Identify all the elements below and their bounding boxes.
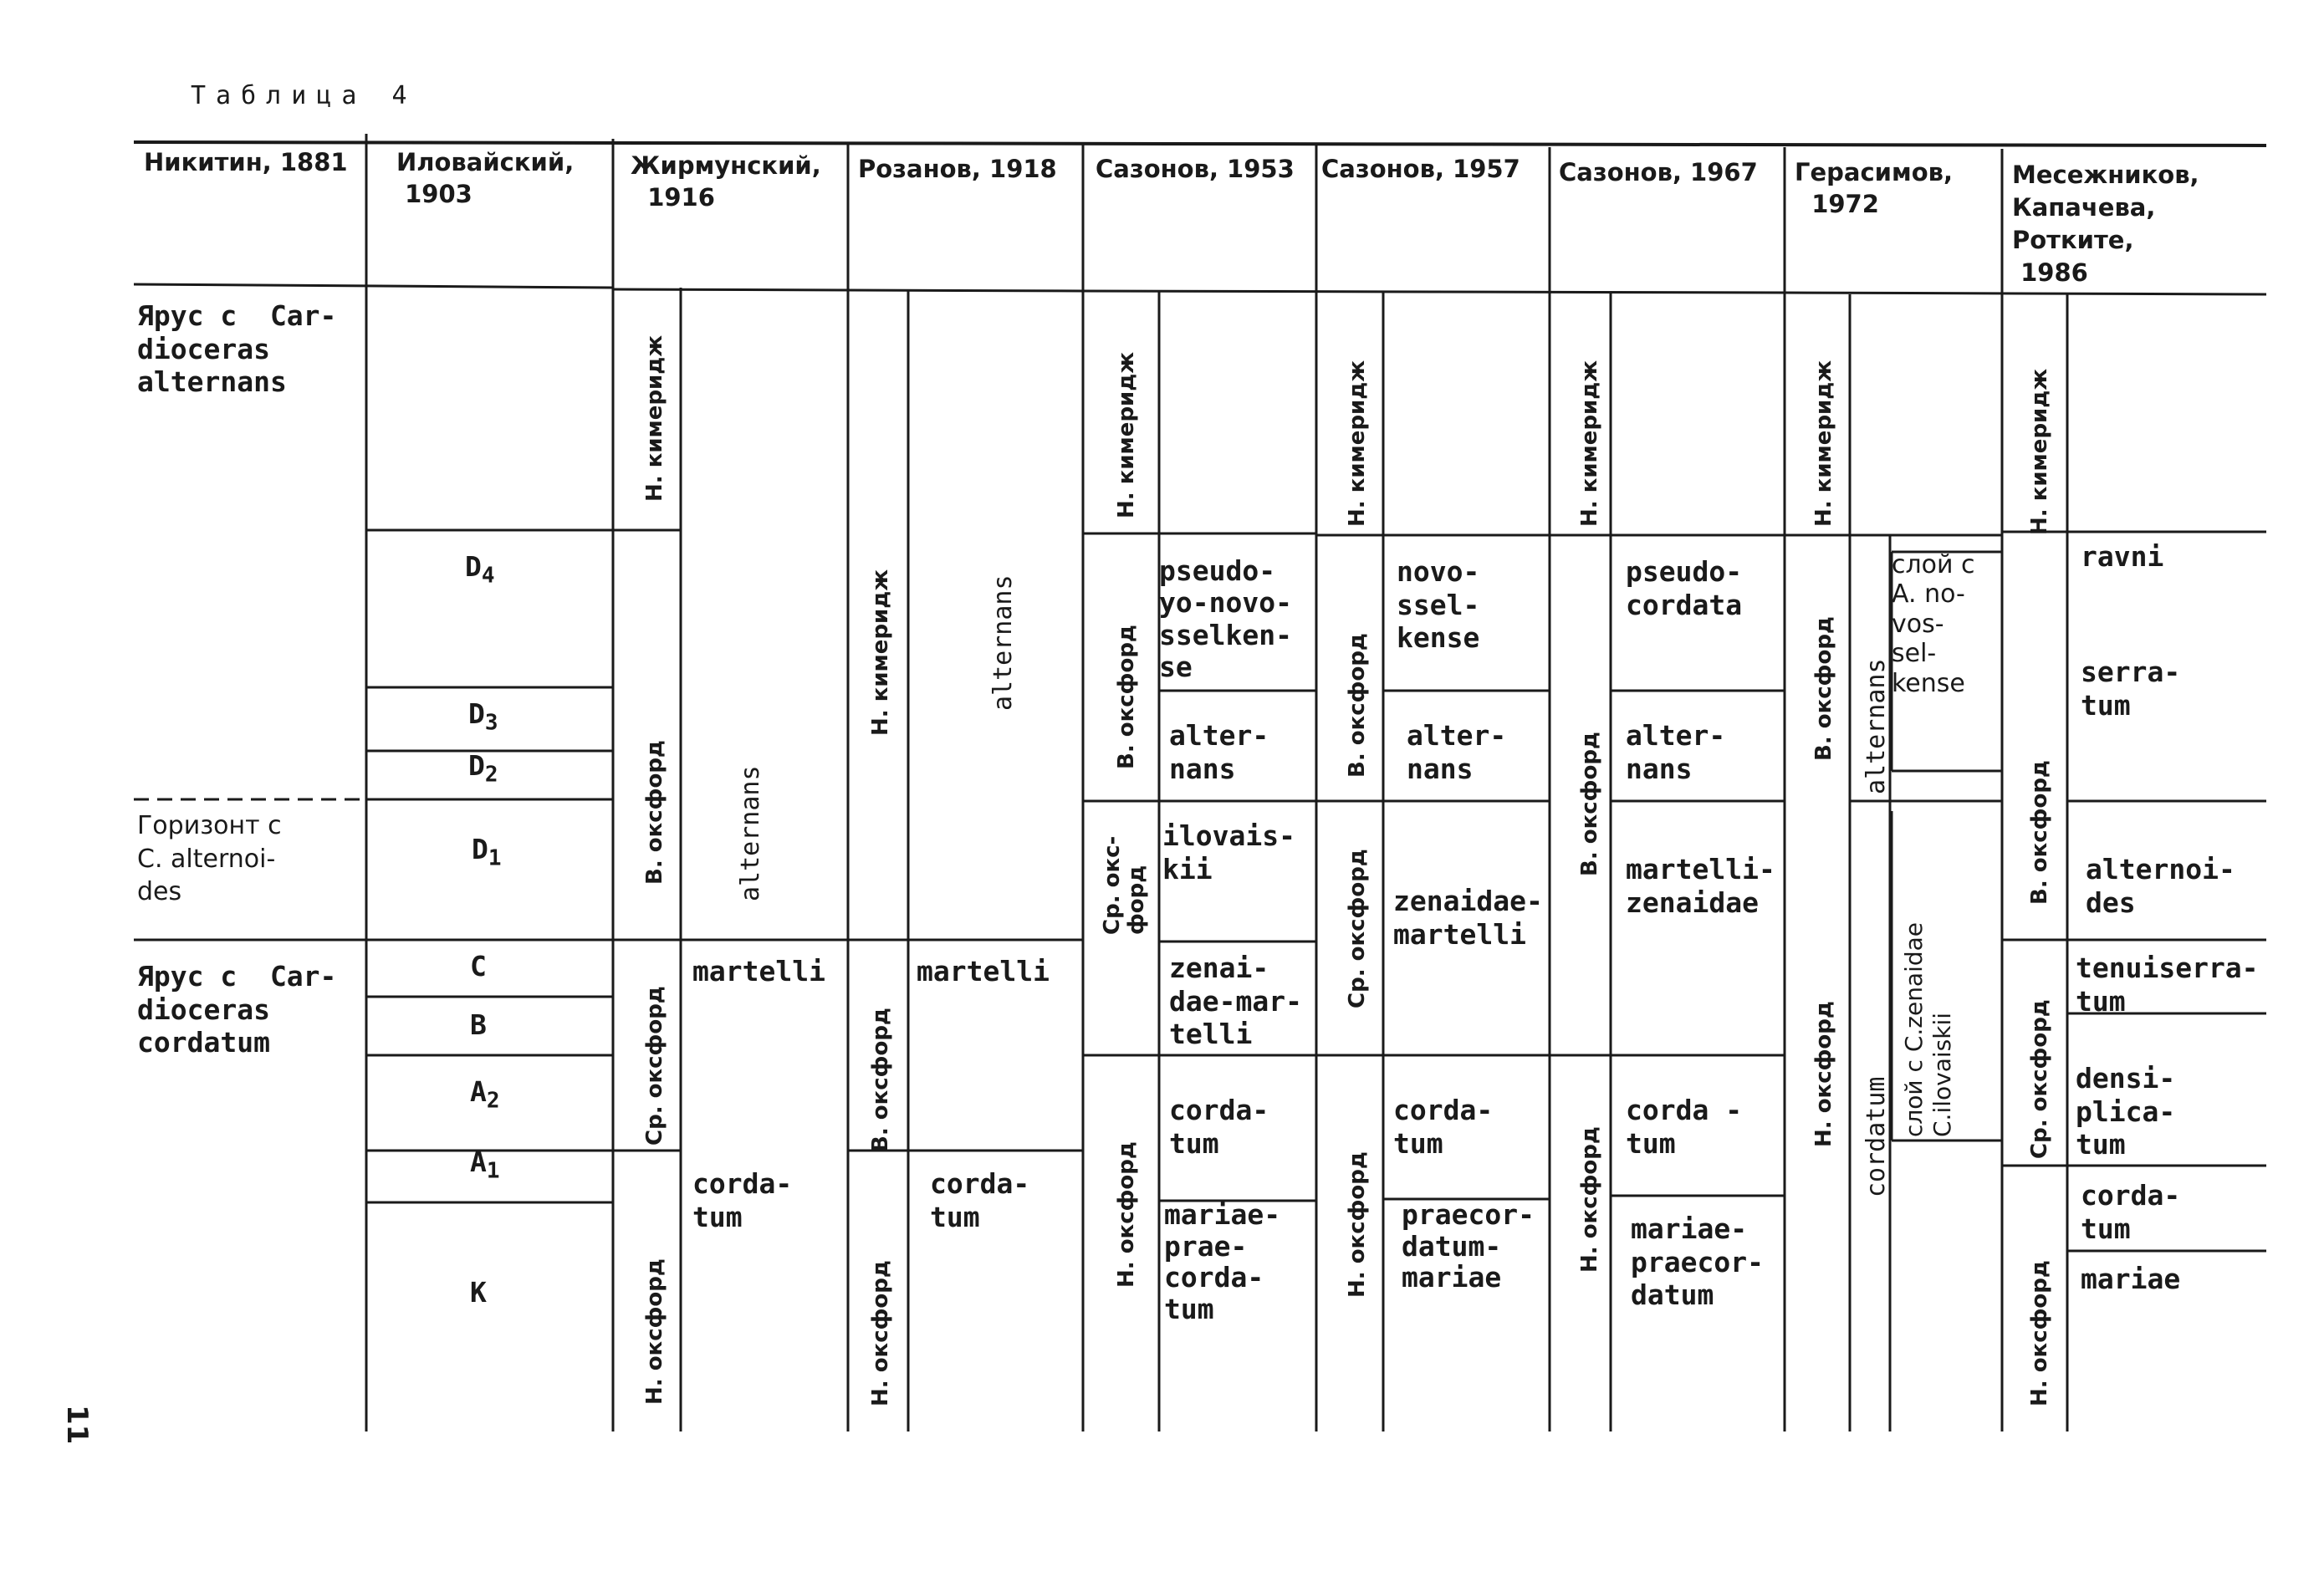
sazonov1957-zone-cordatum: corda- tum bbox=[1393, 1094, 1494, 1160]
rule-header-bottom-2 bbox=[613, 289, 1083, 291]
zhirmunsky-zone-cordatum: corda- tum bbox=[692, 1167, 793, 1233]
sazonov1953-zone-zenaidae-martelli: zenai- dae-mar- telli bbox=[1169, 952, 1302, 1051]
sazonov1953-zone-alternans: alter- nans bbox=[1169, 719, 1269, 785]
nikitin-cordatum-stage: Ярус с Car- dioceras cordatum bbox=[137, 960, 337, 1059]
sazonov1957-zone-praecordatum-mariae: praecor- datum- mariae bbox=[1402, 1198, 1535, 1294]
rule-header-bottom-3 bbox=[1083, 291, 1785, 293]
sazonov1957-stage-middle-oxford: Ср. оксфорд bbox=[1345, 849, 1370, 1008]
mesezhnikov-stage-upper-oxford: В. оксфорд bbox=[2027, 760, 2052, 905]
sazonov1953-zone-ilovaiskii: ilovais- kii bbox=[1162, 819, 1295, 885]
sazonov1967-zone-alternans: alter- nans bbox=[1626, 719, 1726, 785]
gerasimov-stage-lower-oxford: Н. оксфорд bbox=[1811, 1001, 1836, 1147]
rozanov-stage-upper-oxford: В. оксфорд bbox=[868, 1008, 893, 1152]
sazonov1967-stage-lower-oxford: Н. оксфорд bbox=[1577, 1126, 1602, 1273]
header-gerasimov-1972: Герасимов, 1972 bbox=[1795, 158, 1953, 218]
ilovaisky-unit-d4: $D_4$ bbox=[465, 550, 495, 589]
rozanov-stage-lower-oxford: Н. оксфорд bbox=[868, 1260, 893, 1406]
rozanov-zone-cordatum: corda- tum bbox=[930, 1167, 1030, 1233]
zhirmunsky-stage-middle-oxford: Ср. оксфорд bbox=[642, 986, 667, 1146]
rozanov-zone-alternans: alternans bbox=[988, 574, 1018, 711]
sazonov1957-stage-upper-oxford: В. оксфорд bbox=[1345, 633, 1370, 778]
nikitin-alternans-stage: Ярус с Car- dioceras alternans bbox=[137, 299, 337, 399]
header-sazonov-1953: Сазонов, 1953 bbox=[1096, 155, 1295, 183]
gerasimov-layer-zenaidae-ilovaiskii: слой с C.zenaidae C.ilovaiskii bbox=[1900, 921, 1956, 1137]
gerasimov-stage-lower-kimmeridge: Н. кимеридж bbox=[1811, 360, 1836, 527]
sazonov1953-stage-upper-oxford: В. оксфорд bbox=[1114, 625, 1139, 769]
rule-header-bottom-4 bbox=[1785, 293, 2266, 294]
sazonov1957-stage-lower-kimmeridge: Н. кимеридж bbox=[1345, 360, 1370, 527]
zhirmunsky-stage-lower-kimmeridge: Н. кимеридж bbox=[642, 334, 667, 502]
sazonov1967-zone-pseudocordata: pseudo- cordata bbox=[1626, 555, 1743, 621]
zhirmunsky-zone-alternans: alternans bbox=[736, 765, 765, 901]
rozanov-zone-martelli: martelli bbox=[917, 955, 1050, 987]
mesezhnikov-stage-lower-oxford: Н. оксфорд bbox=[2027, 1260, 2052, 1406]
zhirmunsky-stage-lower-oxford: Н. оксфорд bbox=[642, 1258, 667, 1405]
sazonov1953-stage-lower-kimmeridge: Н. кимеридж bbox=[1114, 351, 1139, 518]
sazonov1953-zone-mariae-praecordatum: mariae- prae- corda- tum bbox=[1164, 1198, 1281, 1325]
ilovaisky-unit-d1: $D_1$ bbox=[472, 833, 502, 871]
gerasimov-layer-novosselkense: слой с A. no- vos- sel- kense bbox=[1892, 550, 1975, 698]
header-zhirmunsky-1916: Жирмунский, 1916 bbox=[631, 151, 821, 212]
zhirmunsky-stage-upper-oxford: В. оксфорд bbox=[642, 740, 667, 885]
mesezhnikov-zone-cordatum: corda- tum bbox=[2081, 1179, 2181, 1245]
header-nikitin-1881: Никитин, 1881 bbox=[144, 148, 348, 176]
sazonov1953-zone-pseudonovosselkense: pseudo- yo-novo- sselken- se bbox=[1159, 554, 1292, 683]
mesezhnikov-stage-middle-oxford: Ср. оксфорд bbox=[2027, 999, 2052, 1159]
mesezhnikov-stage-lower-kimmeridge: Н. кимеридж bbox=[2027, 368, 2052, 535]
header-sazonov-1967: Сазонов, 1967 bbox=[1559, 158, 1758, 186]
sazonov1957-zone-alternans: alter- nans bbox=[1407, 719, 1507, 785]
page-number: 11 bbox=[60, 1405, 94, 1445]
rule-header-bottom-1 bbox=[134, 284, 613, 288]
ilovaisky-unit-a2: $A_2$ bbox=[470, 1075, 500, 1114]
sazonov1967-zone-mariae-praecordatum: mariae- praecor- datum bbox=[1631, 1212, 1764, 1312]
sazonov1953-stage-middle-oxford: Ср. окс- форд bbox=[1100, 835, 1149, 935]
sazonov1957-zone-novosselkense: novo- ssel- kense bbox=[1397, 555, 1480, 655]
nikitin-alternoides-horizon: Горизонт с C. alternoi- des bbox=[137, 811, 282, 907]
header-sazonov-1957: Сазонов, 1957 bbox=[1321, 155, 1520, 183]
sazonov1953-stage-lower-oxford: Н. оксфорд bbox=[1114, 1141, 1139, 1288]
ilovaisky-unit-d3: $D_3$ bbox=[468, 697, 498, 736]
sazonov1957-zone-zenaidae-martelli: zenaidae- martelli bbox=[1393, 885, 1543, 951]
header-rozanov-1918: Розанов, 1918 bbox=[858, 155, 1057, 183]
gerasimov-zone-alternans: alternans bbox=[1862, 658, 1891, 794]
sazonov1967-stage-lower-kimmeridge: Н. кимеридж bbox=[1577, 360, 1602, 527]
sazonov1967-zone-cordatum: corda - tum bbox=[1626, 1094, 1743, 1160]
table-title: Таблица 4 bbox=[191, 81, 417, 110]
mesezhnikov-zone-densiplicatum: densi- plica- tum bbox=[2076, 1062, 2176, 1161]
sazonov1953-zone-cordatum: corda- tum bbox=[1169, 1094, 1269, 1160]
ilovaisky-unit-a1: $A_1$ bbox=[470, 1146, 500, 1184]
rozanov-stage-lower-kimmeridge: Н. кимеридж bbox=[868, 569, 893, 736]
mesezhnikov-zone-ravni: ravni bbox=[2081, 540, 2164, 573]
sazonov1957-stage-lower-oxford: Н. оксфорд bbox=[1345, 1151, 1370, 1298]
sazonov1967-stage-upper-oxford: В. оксфорд bbox=[1577, 732, 1602, 876]
ilovaisky-unit-b: B bbox=[470, 1008, 487, 1041]
ilovaisky-unit-k: K bbox=[470, 1276, 487, 1309]
sazonov1967-zone-martelli-zenaidae: martelli- zenaidae bbox=[1626, 853, 1775, 919]
mesezhnikov-zone-serratum: serra- tum bbox=[2081, 656, 2181, 722]
ilovaisky-unit-d2: $D_2$ bbox=[468, 749, 498, 788]
zhirmunsky-zone-martelli: martelli bbox=[692, 955, 825, 987]
rule-top bbox=[134, 142, 2266, 145]
ilovaisky-unit-c: C bbox=[470, 950, 487, 982]
header-mesezhnikov-1986: Месежников, Капачева, Ротките, 1986 bbox=[2012, 161, 2199, 287]
mesezhnikov-zone-tenuiserratum: tenuiserra- tum bbox=[2076, 952, 2259, 1018]
mesezhnikov-zone-mariae: mariae bbox=[2081, 1263, 2181, 1295]
gerasimov-zone-cordatum: cordatum bbox=[1862, 1076, 1891, 1197]
mesezhnikov-zone-alternoides: alternoi- des bbox=[2086, 853, 2235, 919]
gerasimov-stage-upper-oxford: В. оксфорд bbox=[1811, 616, 1836, 761]
header-ilovaisky-1903: Иловайский, 1903 bbox=[396, 148, 575, 208]
